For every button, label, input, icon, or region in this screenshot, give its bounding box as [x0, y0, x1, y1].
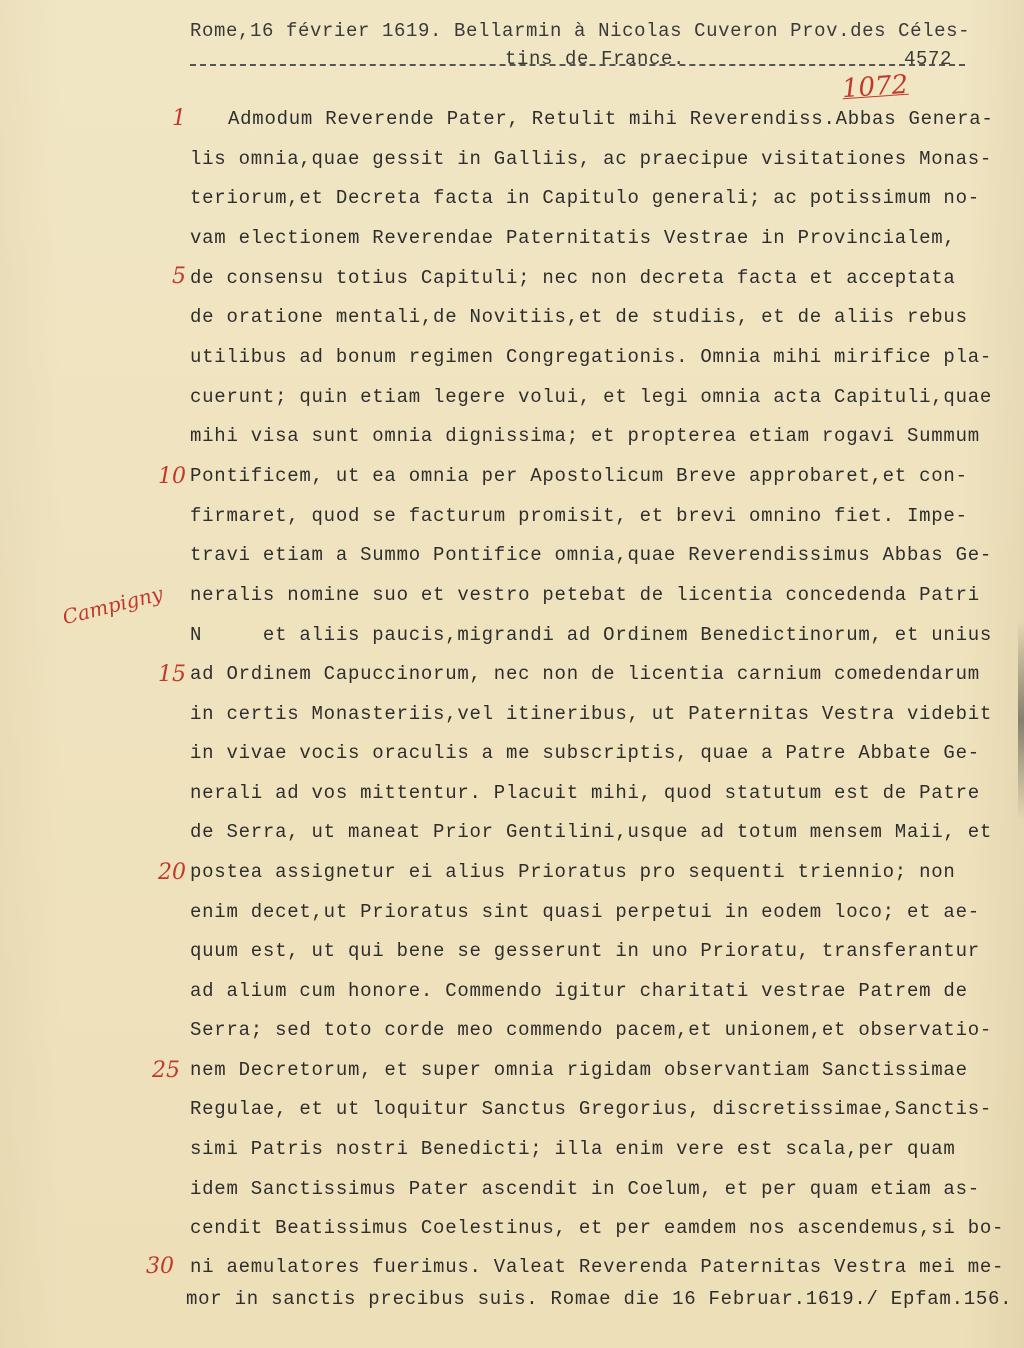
header-divider [190, 64, 965, 66]
text-line: Admodum Reverende Pater, Retulit mihi Reverendiss.Abbas Genera- [228, 108, 994, 130]
text-line: ad Ordinem Capuccinorum, nec non de licentia carnium comedendarum [190, 663, 980, 685]
text-line: postea assignetur ei alius Prioratus pro sequenti triennio; non [190, 861, 956, 883]
text-line: Regulae, et ut loquitur Sanctus Gregorius, discretissimae,Sanctis- [190, 1098, 993, 1120]
text-line: de consensu totius Capituli; nec non decreta facta et acceptata [190, 267, 956, 289]
document-number: 4572 [904, 48, 953, 70]
margin-number-20: 20 [158, 860, 186, 885]
margin-number-25: 25 [152, 1058, 180, 1083]
text-line: idem Sanctissimus Pater ascendit in Coelum, et per quam etiam as- [190, 1178, 980, 1200]
text-line: Pontificem, ut ea omnia per Apostolicum Breve approbaret,et con- [190, 465, 968, 487]
margin-annotation: Campigny [60, 581, 166, 630]
text-line: firmaret, quod se facturum promisit, et brevi omnino fiet. Impe- [190, 505, 968, 527]
text-line-closing: mor in sanctis precibus suis. Romae die 16 Februar.1619./ Epfam.156. [186, 1288, 1013, 1310]
text-line: enim decet,ut Prioratus sint quasi perpetui in eodem loco; et ae- [190, 901, 980, 923]
text-line: neralis nomine suo et vestro petebat de licentia concedenda Patri [190, 584, 980, 606]
text-line: mihi visa sunt omnia dignissima; et propterea etiam rogavi Summum [190, 425, 980, 447]
folio-mark: 1072 [841, 69, 910, 105]
margin-number-15: 15 [158, 662, 186, 687]
margin-number-1: 1 [172, 106, 186, 131]
margin-number-10: 10 [158, 464, 186, 489]
text-line: N et aliis paucis,migrandi ad Ordinem Benedictinorum, et unius [190, 624, 993, 646]
text-line: vam electionem Reverendae Paternitatis Vestrae in Provincialem, [190, 227, 956, 249]
text-line: lis omnia,quae gessit in Galliis, ac praecipue visitationes Monas- [190, 148, 993, 170]
header-line-2: tins de France. [505, 48, 686, 70]
text-line: simi Patris nostri Benedicti; illa enim vere est scala,per quam [190, 1138, 956, 1160]
text-line: Serra; sed toto corde meo commendo pacem,et unionem,et observatio- [190, 1019, 993, 1041]
text-line: travi etiam a Summo Pontifice omnia,quae Reverendissimus Abbas Ge- [190, 544, 993, 566]
text-line: in vivae vocis oraculis a me subscriptis, quae a Patre Abbate Ge- [190, 742, 980, 764]
text-line: in certis Monasteriis,vel itineribus, ut Paternitas Vestra videbit [190, 703, 993, 725]
text-line: cuerunt; quin etiam legere volui, et legi omnia acta Capituli,quae [190, 386, 993, 408]
margin-number-30: 30 [146, 1254, 174, 1279]
text-line: utilibus ad bonum regimen Congregationis. Omnia mihi mirifice pla- [190, 346, 993, 368]
margin-number-5: 5 [172, 264, 186, 289]
text-line: nerali ad vos mittentur. Placuit mihi, quod statutum est de Patre [190, 782, 980, 804]
text-line: ni aemulatores fuerimus. Valeat Reverenda Paternitas Vestra mei me- [190, 1256, 1005, 1278]
text-line: nem Decretorum, et super omnia rigidam observantiam Sanctissimae [190, 1059, 968, 1081]
text-line: cendit Beatissimus Coelestinus, et per eamdem nos ascendemus,si bo- [190, 1217, 1005, 1239]
header-line-1: Rome,16 février 1619. Bellarmin à Nicolas Cuveron Prov.des Céles- [190, 20, 971, 42]
text-line: de oratione mentali,de Novitiis,et de studiis, et de aliis rebus [190, 306, 968, 328]
text-line: quum est, ut qui bene se gesserunt in uno Prioratu, transferantur [190, 940, 980, 962]
text-line: de Serra, ut maneat Prior Gentilini,usque ad totum mensem Maii, et [190, 821, 993, 843]
text-line: teriorum,et Decreta facta in Capitulo generali; ac potissimum no- [190, 187, 980, 209]
page-edge-shadow [1018, 620, 1024, 820]
text-line: ad alium cum honore. Commendo igitur charitati vestrae Patrem de [190, 980, 968, 1002]
